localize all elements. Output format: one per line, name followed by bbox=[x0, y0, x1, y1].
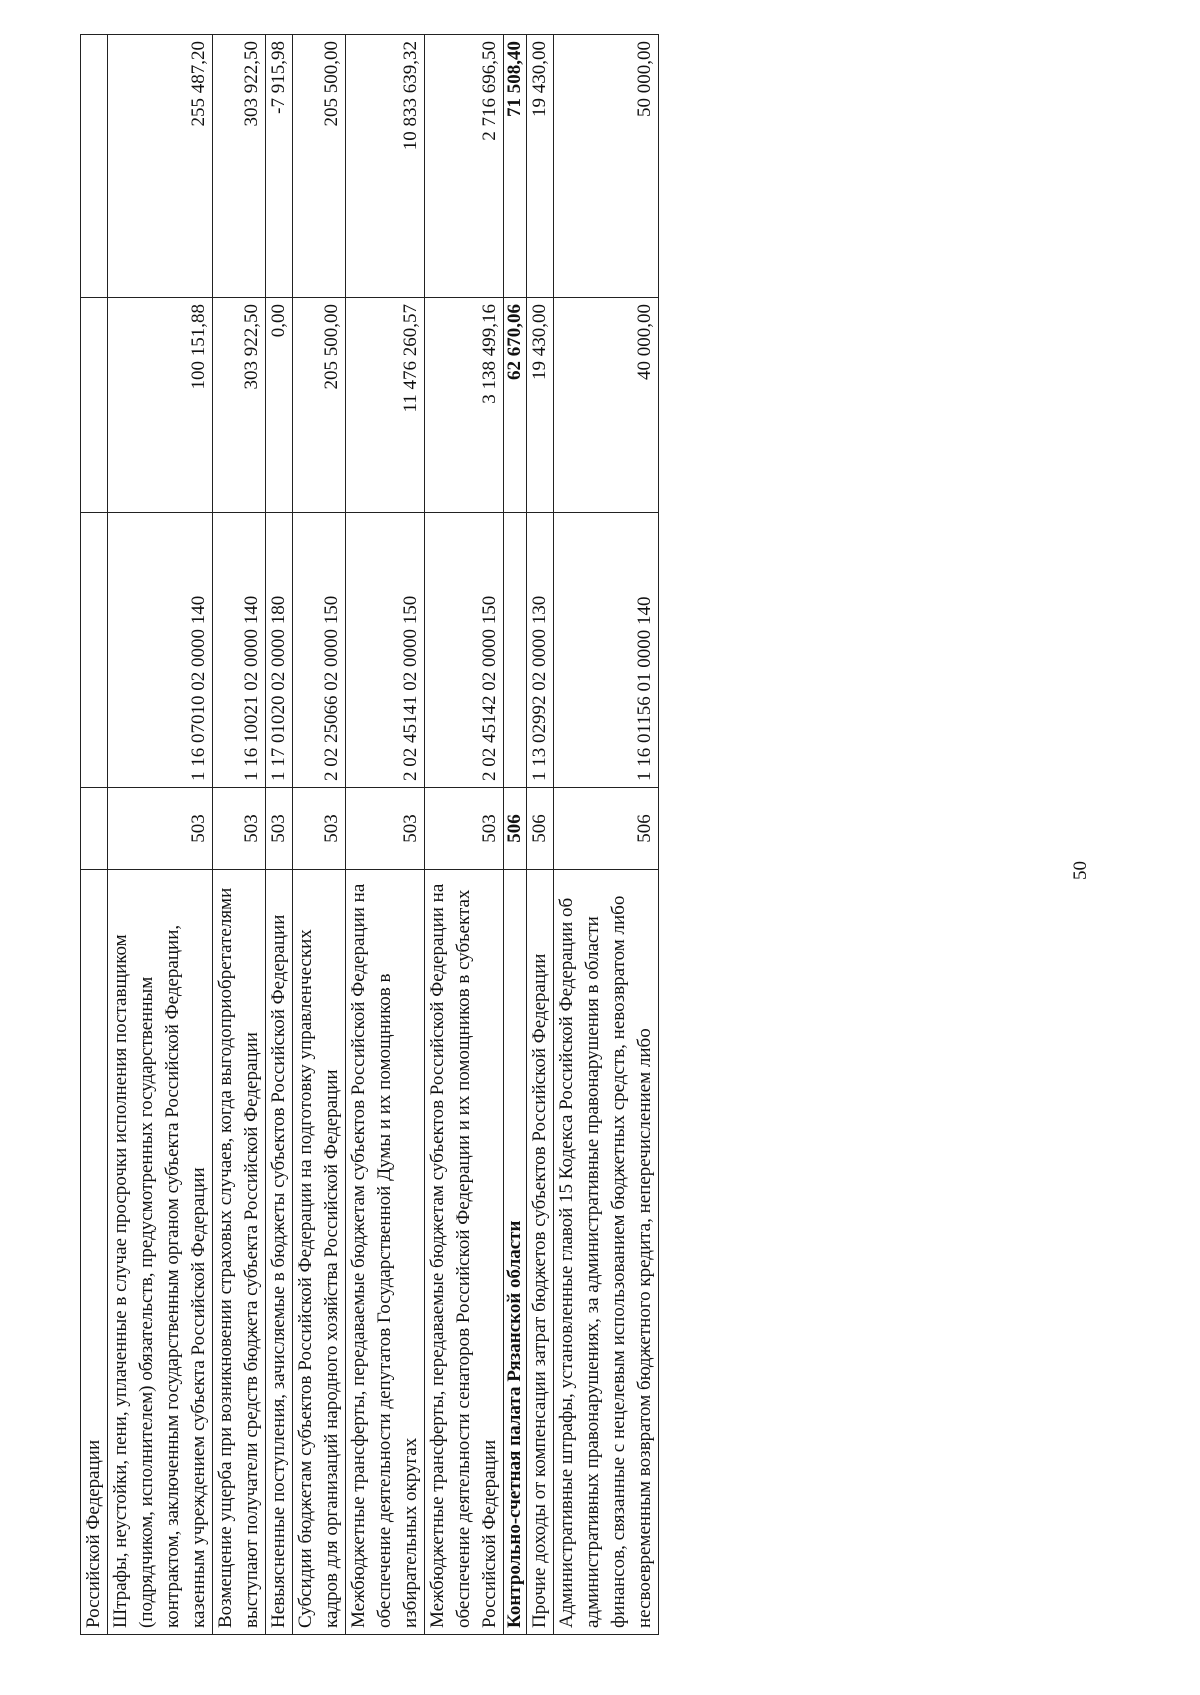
row-value-2025-cell: 2 716 696,50 bbox=[425, 35, 504, 298]
table-row bbox=[81, 35, 108, 1635]
table-row bbox=[504, 35, 527, 1635]
row-value-2025-cell: 255 487,20 bbox=[108, 35, 213, 298]
row-code-cell: 506 bbox=[527, 788, 554, 870]
row-value-2025-cell bbox=[81, 35, 108, 298]
row-value-2025-cell: 205 500,00 bbox=[293, 35, 346, 298]
row-value-2024-cell: 0,00 bbox=[266, 298, 293, 513]
row-kbk-cell: 1 13 02992 02 0000 130 bbox=[527, 513, 554, 788]
row-kbk-cell: 2 02 45141 02 0000 150 bbox=[346, 513, 425, 788]
row-kbk-cell: 1 16 10021 02 0000 140 bbox=[213, 513, 266, 788]
row-value-2024-cell: 11 476 260,57 bbox=[346, 298, 425, 513]
row-value-2025-cell: 50 000,00 bbox=[554, 35, 659, 298]
table-row bbox=[293, 35, 346, 1635]
row-name-cell: Российской Федерации bbox=[81, 870, 108, 1635]
row-value-2024-cell: 62 670,06 bbox=[504, 298, 527, 513]
row-code-cell: 506 bbox=[504, 788, 527, 870]
row-kbk-cell: 1 16 07010 02 0000 140 bbox=[108, 513, 213, 788]
table-row bbox=[108, 35, 213, 1635]
rotated-page bbox=[70, 40, 1130, 1640]
table-row bbox=[266, 35, 293, 1635]
row-value-2024-cell: 205 500,00 bbox=[293, 298, 346, 513]
row-value-2025-cell: 19 430,00 bbox=[527, 35, 554, 298]
row-kbk-cell bbox=[504, 513, 527, 788]
row-code-cell: 503 bbox=[213, 788, 266, 870]
table-row bbox=[554, 35, 659, 1635]
row-kbk-cell: 2 02 25066 02 0000 150 bbox=[293, 513, 346, 788]
revenue-table-body bbox=[81, 35, 659, 1635]
row-value-2024-cell: 19 430,00 bbox=[527, 298, 554, 513]
row-code-cell: 503 bbox=[425, 788, 504, 870]
row-value-2024-cell bbox=[81, 298, 108, 513]
row-value-2024-cell: 303 922,50 bbox=[213, 298, 266, 513]
row-value-2024-cell: 40 000,00 bbox=[554, 298, 659, 513]
row-code-cell: 503 bbox=[266, 788, 293, 870]
row-value-2025-cell: 71 508,40 bbox=[504, 35, 527, 298]
row-value-2025-cell: 303 922,50 bbox=[213, 35, 266, 298]
table-row bbox=[346, 35, 425, 1635]
row-name-cell: Субсидии бюджетам субъектов Российской Федерации на подготовку управленческих кадров для организаций народного хозяйства Российской Федерации bbox=[293, 870, 346, 1635]
row-name-cell: Межбюджетные трансферты, передаваемые бюджетам субъектов Российской Федерации на обеспечение деятельности депутатов Государственной Думы и их помощников в избирательных округах bbox=[346, 870, 425, 1635]
row-code-cell: 506 bbox=[554, 788, 659, 870]
row-name-cell: Контрольно-счетная палата Рязанской области bbox=[504, 870, 527, 1635]
row-value-2025-cell: -7 915,98 bbox=[266, 35, 293, 298]
row-value-2024-cell: 3 138 499,16 bbox=[425, 298, 504, 513]
row-code-cell bbox=[81, 788, 108, 870]
row-name-cell: Невыясненные поступления, зачисляемые в бюджеты субъектов Российской Федерации bbox=[266, 870, 293, 1635]
row-name-cell: Штрафы, неустойки, пени, уплаченные в случае просрочки исполнения поставщиком (подрядчиком, исполнителем) обязательств, предусмотренных государственным контрактом, заключенным государственным органом субъекта Российской Федерации, казенным учреждением субъекта Российской Федерации bbox=[108, 870, 213, 1635]
row-kbk-cell: 1 16 01156 01 0000 140 bbox=[554, 513, 659, 788]
row-name-cell: Межбюджетные трансферты, передаваемые бюджетам субъектов Российской Федерации на обеспечение деятельности сенаторов Российской Федерации и их помощников в субъектах Российской Федерации bbox=[425, 870, 504, 1635]
row-name-cell: Возмещение ущерба при возникновении страховых случаев, когда выгодоприобретателями выступают получатели средств бюджета субъекта Российской Федерации bbox=[213, 870, 266, 1635]
row-name-cell: Прочие доходы от компенсации затрат бюджетов субъектов Российской Федерации bbox=[527, 870, 554, 1635]
row-name-cell: Административные штрафы, установленные главой 15 Кодекса Российской Федерации об административных правонарушениях, за административные правонарушения в области финансов, связанные с нецелевым использованием бюджетных средств, невозвратом либо несвоевременным возвратом бюджетного кредита, неперечислением либо bbox=[554, 870, 659, 1635]
row-value-2025-cell: 10 833 639,32 bbox=[346, 35, 425, 298]
row-value-2024-cell: 100 151,88 bbox=[108, 298, 213, 513]
page-number: 50 bbox=[1070, 861, 1091, 880]
row-code-cell: 503 bbox=[346, 788, 425, 870]
table-row bbox=[213, 35, 266, 1635]
row-kbk-cell: 2 02 45142 02 0000 150 bbox=[425, 513, 504, 788]
row-kbk-cell bbox=[81, 513, 108, 788]
table-row bbox=[425, 35, 504, 1635]
row-code-cell: 503 bbox=[108, 788, 213, 870]
table-row bbox=[527, 35, 554, 1635]
row-code-cell: 503 bbox=[293, 788, 346, 870]
revenue-table bbox=[80, 34, 659, 1635]
row-kbk-cell: 1 17 01020 02 0000 180 bbox=[266, 513, 293, 788]
